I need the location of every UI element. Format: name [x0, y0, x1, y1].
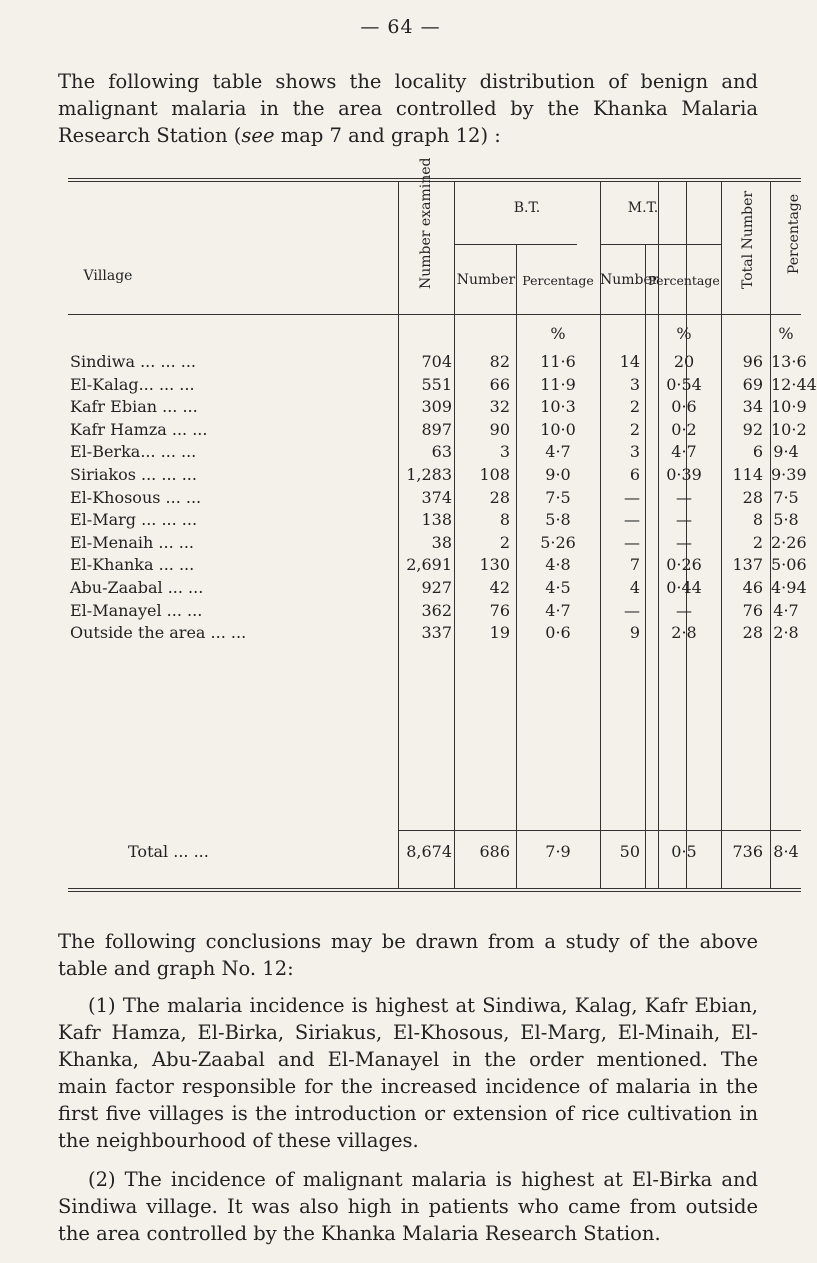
cell-mt-p: —: [676, 488, 692, 507]
cell-total: 114: [732, 465, 763, 484]
cell-village: El-Kalag... ... ...: [70, 375, 195, 394]
cell-examined: 38: [431, 533, 452, 552]
conclusion-2: (2) The incidence of malignant malaria is highest at El-Birka and Sindiwa village. It was also high in patients who came from outside the area controlled by the Khanka Malaria Research Station.: [58, 1168, 758, 1245]
cell-total-p: 10·9: [771, 397, 807, 416]
cell-village: Total ... ...: [128, 842, 209, 861]
cell-mt-n: 2: [629, 397, 640, 416]
cell-total-p: 9·4: [773, 442, 799, 461]
cell-total-p: 7·5: [773, 488, 799, 507]
cell-total-p: 12·44: [771, 375, 817, 394]
header-village: Village: [83, 268, 133, 284]
cell-mt-p: —: [676, 533, 692, 552]
bottom-rule-ext-2: [748, 891, 801, 892]
vline-total-end: [770, 181, 771, 888]
cell-examined: 897: [421, 420, 452, 439]
cell-total: 69: [742, 375, 763, 394]
bottom-rule-ext: [748, 888, 801, 889]
cell-village: El-Manayel ... ...: [70, 601, 203, 620]
cell-mt-p: —: [676, 601, 692, 620]
cell-total: 2: [752, 533, 763, 552]
cell-mt-p: 0·2: [671, 420, 697, 439]
cell-total: 34: [742, 397, 763, 416]
cell-total-p: 5·06: [771, 555, 807, 574]
cell-total-p: 4·94: [771, 578, 807, 597]
cell-bt-p: 9·0: [545, 465, 571, 484]
cell-total-p: 9·39: [771, 465, 807, 484]
cell-mt-p: 0·5: [671, 842, 697, 861]
cell-total-p: 2·8: [773, 623, 799, 642]
mt-subrule-r: [600, 244, 721, 245]
cell-total: 8: [752, 510, 763, 529]
cell-mt-n: 9: [629, 623, 640, 642]
header-mt-percentage: Percentage: [648, 273, 720, 288]
conclusions-intro: The following conclusions may be drawn from a study of the above table and graph No. 12:: [58, 930, 758, 980]
cell-bt-p: 4·7: [545, 601, 571, 620]
cell-bt-n: 686: [479, 842, 510, 861]
cell-examined: 551: [421, 375, 452, 394]
cell-total: 76: [742, 601, 763, 620]
intro-text-2: map 7 and graph 12) :: [274, 124, 501, 147]
cell-total-p: 13·6: [771, 352, 807, 371]
cell-mt-n: —: [624, 510, 640, 529]
page-number: — 64 —: [360, 16, 441, 38]
cell-bt-p: 7·9: [545, 842, 571, 861]
cell-examined: 309: [421, 397, 452, 416]
cell-mt-p: 20: [673, 352, 695, 371]
cell-bt-n: 2: [499, 533, 510, 552]
cell-bt-n: 66: [489, 375, 510, 394]
cell-bt-n: 82: [489, 352, 510, 371]
cell-mt-n: —: [624, 533, 640, 552]
cell-examined: 1,283: [406, 465, 452, 484]
cell-mt-n: 3: [629, 442, 640, 461]
cell-examined: 337: [421, 623, 452, 642]
cell-village: El-Marg ... ... ...: [70, 510, 198, 529]
header-total-number: Total Number: [740, 190, 756, 289]
table-right-columns: [0, 157, 817, 892]
cell-village: El-Berka... ... ...: [70, 442, 197, 461]
intro-see: see: [241, 124, 275, 147]
cell-mt-n: —: [624, 601, 640, 620]
cell-village: Outside the area ... ...: [70, 623, 247, 642]
cell-village: Sindiwa ... ... ...: [70, 352, 197, 371]
cell-examined: 63: [431, 442, 452, 461]
cell-bt-n: 19: [489, 623, 510, 642]
cell-bt-n: 8: [499, 510, 510, 529]
cell-mt-p: 0·44: [666, 578, 702, 597]
total-percent-sign: %: [778, 324, 794, 343]
cell-examined: 927: [421, 578, 452, 597]
cell-bt-n: 3: [499, 442, 510, 461]
cell-mt-n: 50: [619, 842, 640, 861]
cell-bt-n: 32: [489, 397, 510, 416]
cell-mt-n: 3: [629, 375, 640, 394]
cell-mt-p: 0·54: [666, 375, 702, 394]
cell-bt-n: 108: [479, 465, 510, 484]
header-mt-number: Number: [600, 272, 659, 288]
cell-mt-n: 7: [629, 555, 640, 574]
header-bt: B.T.: [513, 200, 541, 216]
cell-mt-p: 2·8: [671, 623, 697, 642]
cell-bt-n: 90: [489, 420, 510, 439]
cell-examined: 8,674: [406, 842, 452, 861]
cell-mt-p: 0·26: [666, 555, 702, 574]
cell-bt-n: 28: [489, 488, 510, 507]
cell-village: El-Menaih ... ...: [70, 533, 195, 552]
cell-total: 736: [732, 842, 763, 861]
header-examined: Number examined: [418, 157, 434, 289]
cell-bt-p: 4·7: [545, 442, 571, 461]
cell-bt-p: 0·6: [545, 623, 571, 642]
cell-bt-p: 4·8: [545, 555, 571, 574]
mt-percent-sign: %: [676, 324, 692, 343]
header-bt-number: Number: [456, 272, 516, 288]
cell-examined: 374: [421, 488, 452, 507]
cell-bt-p: 5·8: [545, 510, 571, 529]
cell-bt-p: 10·3: [540, 397, 576, 416]
cell-examined: 2,691: [406, 555, 452, 574]
cell-bt-p: 11·6: [540, 352, 576, 371]
intro-paragraph: [58, 68, 758, 149]
conclusion-1: (1) The malaria incidence is highest at Sindiwa, Kalag, Kafr Ebian, Kafr Hamza, El-Birka, Siriakus, El-Khosous, El-Marg, El-Minaih, El-Khanka, Abu-Zaabal and El-Manayel in the order mentioned. The main factor responsible for the increased incidence of malaria in the first five villages is the introduction or extension of rice cultivation in the neighbourhood of these villages.: [58, 994, 758, 1152]
header-total-percentage: Percentage: [786, 193, 802, 275]
cell-total-p: 2·26: [771, 533, 807, 552]
cell-mt-n: 2: [629, 420, 640, 439]
cell-bt-p: 10·0: [540, 420, 576, 439]
cell-village: Siriakos ... ... ...: [70, 465, 197, 484]
cell-mt-p: 4·7: [671, 442, 697, 461]
bt-percent-sign: %: [550, 324, 566, 343]
cell-total: 46: [742, 578, 763, 597]
cell-examined: 704: [421, 352, 452, 371]
intro-text-1: The following table shows the locality distribution of benign and malignant malaria in the area controlled by the Khanka Malaria Research Station (: [58, 70, 758, 147]
cell-total: 92: [742, 420, 763, 439]
cell-total: 96: [742, 352, 763, 371]
cell-bt-p: 7·5: [545, 488, 571, 507]
cell-bt-n: 130: [479, 555, 510, 574]
cell-village: Kafr Hamza ... ...: [70, 420, 208, 439]
cell-total-p: 4·7: [773, 601, 799, 620]
cell-mt-n: —: [624, 488, 640, 507]
header-rule-ext: [748, 314, 801, 315]
cell-bt-n: 42: [489, 578, 510, 597]
cell-mt-n: 6: [629, 465, 640, 484]
cell-bt-p: 5·26: [540, 533, 576, 552]
cell-total: 6: [752, 442, 763, 461]
cell-total-p: 8·4: [773, 842, 799, 861]
cell-mt-p: 0·39: [666, 465, 702, 484]
cell-bt-n: 76: [489, 601, 510, 620]
cell-village: Abu-Zaabal ... ...: [70, 578, 204, 597]
cell-village: El-Khanka ... ...: [70, 555, 195, 574]
cell-examined: 362: [421, 601, 452, 620]
cell-village: Kafr Ebian ... ...: [70, 397, 198, 416]
cell-total: 28: [742, 488, 763, 507]
cell-mt-n: 14: [619, 352, 640, 371]
cell-total-p: 10·2: [771, 420, 807, 439]
header-bt-percentage: Percentage: [522, 273, 594, 288]
header-mt: M.T.: [627, 200, 659, 216]
cell-village: El-Khosous ... ...: [70, 488, 202, 507]
cell-mt-p: 0·6: [671, 397, 697, 416]
cell-mt-p: —: [676, 510, 692, 529]
cell-total: 28: [742, 623, 763, 642]
cell-bt-p: 4·5: [545, 578, 571, 597]
cell-total: 137: [732, 555, 763, 574]
cell-mt-n: 4: [629, 578, 640, 597]
total-rule-ext: [748, 830, 801, 831]
cell-total-p: 5·8: [773, 510, 799, 529]
cell-bt-p: 11·9: [540, 375, 576, 394]
cell-examined: 138: [421, 510, 452, 529]
